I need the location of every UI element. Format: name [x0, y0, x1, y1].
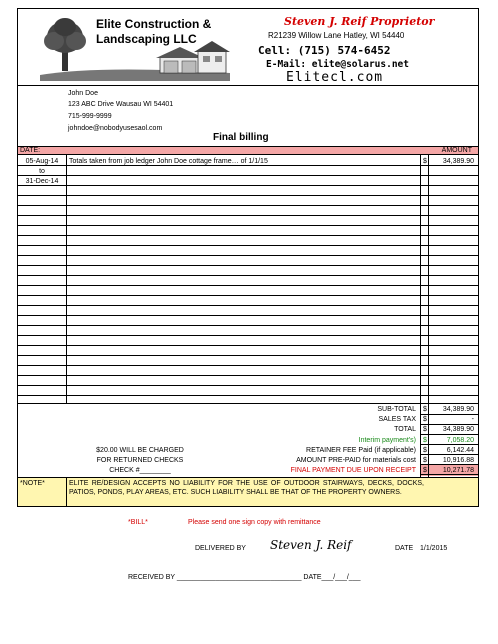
table-row-line [17, 275, 479, 276]
total-value: 34,389.90 [442, 426, 474, 433]
tax-value: - [471, 416, 474, 423]
company-cell: Cell: (715) 574-6452 [258, 44, 391, 57]
table-row-line [17, 255, 479, 256]
table-row-line [17, 395, 479, 396]
table-row-line [17, 225, 479, 226]
tree-icon [44, 18, 86, 71]
customer-phone: 715-999-9999 [68, 113, 112, 120]
subtotal-value: 34,389.90 [442, 406, 474, 413]
table-row-line [17, 355, 479, 356]
tax-currency: $ [423, 416, 427, 423]
amount-column-divider [420, 155, 421, 404]
date-column-divider [66, 155, 67, 404]
row-1-date: 05-Aug-14 [25, 158, 59, 165]
interim-currency: $ [423, 437, 427, 444]
table-row-line [17, 335, 479, 336]
checks-line3: CHECK #________ [109, 467, 171, 474]
subtotal-label: SUB-TOTAL [377, 406, 416, 413]
table-row-line [17, 185, 479, 186]
row-3-date: 31-Dec-14 [25, 178, 59, 185]
total-currency: $ [423, 426, 427, 433]
checks-line2: FOR RETURNED CHECKS [96, 457, 184, 464]
table-row-line [17, 265, 479, 266]
note-text: ELITE RE/DESIGN ACCEPTS NO LIABILITY FOR THE USE OF OUTDOOR STAIRWAYS, DECKS, DOCKS, PATIOS, PONDS, PLAY AREAS, ETC. SUCH LIABILITY SHALL BE THAT OF THE PROPERTY OWNERS. [69, 480, 424, 496]
bill-prefix: *BILL* [128, 519, 148, 526]
col-amount: AMOUNT [441, 147, 472, 154]
table-row-line [17, 385, 479, 386]
date-label: DATE [395, 545, 414, 552]
retainer-currency: $ [423, 447, 427, 454]
table-row-line [17, 195, 479, 196]
retainer-label: RETAINER FEE Paid (if applicable) [306, 447, 416, 454]
table-row-line [17, 205, 479, 206]
row-1-description: Totals taken from job ledger John Doe cottage frame… of 1/1/15 [69, 158, 268, 165]
table-row-line [17, 295, 479, 296]
subtotal-currency: $ [423, 406, 427, 413]
final-label: FINAL PAYMENT DUE UPON RECEIPT [290, 467, 416, 474]
row-1-currency: $ [423, 158, 427, 165]
table-row-line [17, 215, 479, 216]
prepaid-currency: $ [423, 457, 427, 464]
items-table [17, 155, 479, 404]
liability-note [17, 477, 479, 507]
delivered-date: 1/1/2015 [420, 545, 448, 552]
final-currency: $ [423, 467, 427, 474]
customer-email: johndoe@nobodyusesaol.com [68, 125, 163, 132]
proprietor: Steven J. Reif Proprietor [284, 15, 435, 28]
company-name-line2: Landscaping LLC [96, 32, 197, 46]
prepaid-value: 10,916.88 [442, 457, 474, 464]
interim-label: Interim payment's) [358, 437, 416, 444]
table-row-line [17, 245, 479, 246]
final-value: 10,271.78 [442, 467, 474, 474]
table-row-line [17, 365, 479, 366]
customer-street: 123 ABC Drive Wausau WI 54401 [68, 101, 174, 108]
bill-text: Please send one sign copy with remittance [188, 519, 321, 526]
company-name-line1: Elite Construction & [96, 17, 212, 31]
currency-divider [428, 155, 429, 477]
table-row-line [17, 315, 479, 316]
table-row-line [17, 325, 479, 326]
company-website: Elitecl.com [286, 70, 384, 85]
customer-name: John Doe [68, 90, 98, 97]
col-date: DATE: [20, 147, 41, 154]
invoice-title: Final billing [213, 132, 269, 143]
invoice-header [17, 8, 479, 86]
total-label: TOTAL [394, 426, 416, 433]
delivered-label: DELIVERED BY [195, 545, 246, 552]
table-row-line [17, 175, 479, 176]
table-row-line [17, 305, 479, 306]
checks-line1: $20.00 WILL BE CHARGED [96, 447, 184, 454]
company-address: R21239 Willow Lane Hatley, WI 54440 [268, 31, 405, 40]
column-header [17, 146, 479, 155]
tax-label: SALES TAX [378, 416, 416, 423]
table-row-line [17, 345, 479, 346]
company-email: E-Mail: elite@solarus.net [266, 59, 409, 70]
table-row-line [17, 235, 479, 236]
row-1-amount: 34,389.90 [442, 158, 474, 165]
prepaid-label: AMOUNT PRE-PAID for materials cost [296, 457, 416, 464]
received-line: RECEIVED BY ________________________________ DATE___/___/___ [128, 574, 361, 581]
table-row-line [17, 285, 479, 286]
interim-value: 7,058.20 [446, 437, 474, 444]
note-label: *NOTE* [20, 480, 45, 487]
customer-block [17, 86, 479, 146]
row-2-date: to [39, 168, 45, 175]
retainer-value: 6,142.44 [446, 447, 474, 454]
table-row-line [17, 375, 479, 376]
signature: Steven J. Reif [270, 538, 352, 552]
